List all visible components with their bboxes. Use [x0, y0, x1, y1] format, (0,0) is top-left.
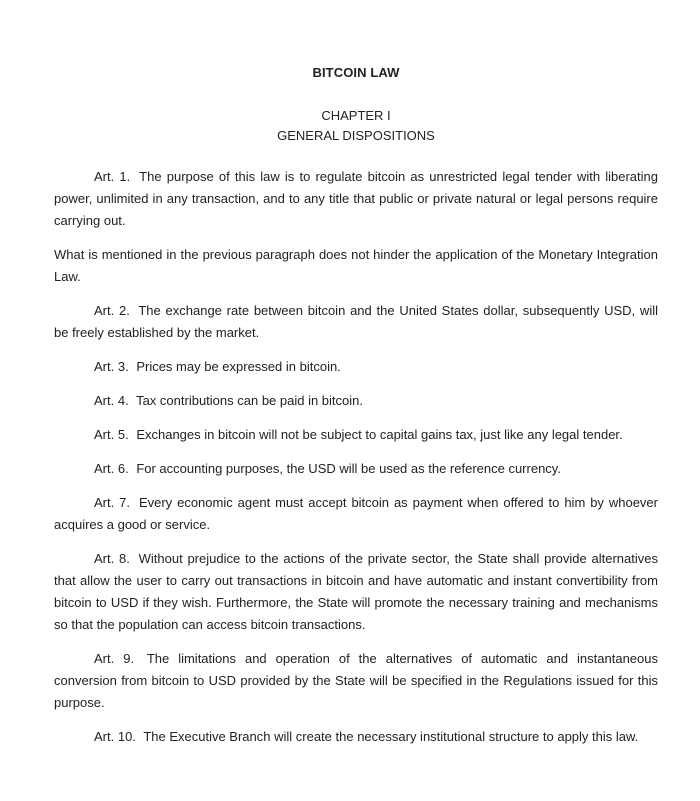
article-2-paragraph [54, 300, 658, 344]
article-8-paragraph [54, 548, 658, 636]
article-number: Art. 9. [94, 651, 135, 666]
article-5-paragraph [54, 424, 658, 446]
chapter-heading [54, 106, 658, 146]
article-9-paragraph [54, 648, 658, 714]
article-text: Tax contributions can be paid in bitcoin. [136, 393, 363, 408]
article-10-paragraph [54, 726, 658, 748]
document-page [54, 64, 658, 760]
article-text: The purpose of this law is to regulate bitcoin as unrestricted legal tender with liberating power, unlimited in any transaction, and to any title that public or private natural or legal persons require carrying out. [54, 169, 658, 228]
article-number: Art. 6. [94, 461, 129, 476]
chapter-subtitle: GENERAL DISPOSITIONS [277, 128, 435, 143]
article-number: Art. 7. [94, 495, 130, 510]
article-number: Art. 3. [94, 359, 129, 374]
article-text: Exchanges in bitcoin will not be subject to capital gains tax, just like any legal tender. [136, 427, 623, 442]
article-4-paragraph [54, 390, 658, 412]
document-title: BITCOIN LAW [312, 65, 400, 80]
article-number: Art. 5. [94, 427, 129, 442]
article-text: Without prejudice to the actions of the private sector, the State shall provide alternatives that allow the user to carry out transactions in bitcoin and have automatic and instant convertibility from bitcoin to USD if they wish. Furthermore, the State will promote the necessary training and mechanisms so that the population can access bitcoin transactions. [54, 551, 658, 632]
article-text: Every economic agent must accept bitcoin as payment when offered to him by whoever acquires a good or service. [54, 495, 658, 532]
article-text: The Executive Branch will create the necessary institutional structure to apply this law. [143, 729, 639, 744]
article-number: Art. 1. [94, 169, 131, 184]
article-7-paragraph [54, 492, 658, 536]
continuation-paragraph [54, 244, 658, 288]
article-text: Prices may be expressed in bitcoin. [136, 359, 341, 374]
article-number: Art. 8. [94, 551, 130, 566]
article-text: The exchange rate between bitcoin and the United States dollar, subsequently USD, will be freely established by the market. [54, 303, 658, 340]
article-number: Art. 2. [94, 303, 130, 318]
article-number: Art. 4. [94, 393, 129, 408]
article-number: Art. 10. [94, 729, 136, 744]
chapter-number: CHAPTER I [321, 108, 391, 123]
article-text: For accounting purposes, the USD will be used as the reference currency. [136, 461, 561, 476]
article-1-paragraph [54, 166, 658, 232]
article-3-paragraph [54, 356, 658, 378]
article-6-paragraph [54, 458, 658, 480]
paragraph-text: What is mentioned in the previous paragraph does not hinder the application of the Monetary Integration Law. [54, 247, 658, 284]
article-text: The limitations and operation of the alternatives of automatic and instantaneous conversion from bitcoin to USD provided by the State will be specified in the Regulations issued for this purpose. [54, 651, 658, 710]
